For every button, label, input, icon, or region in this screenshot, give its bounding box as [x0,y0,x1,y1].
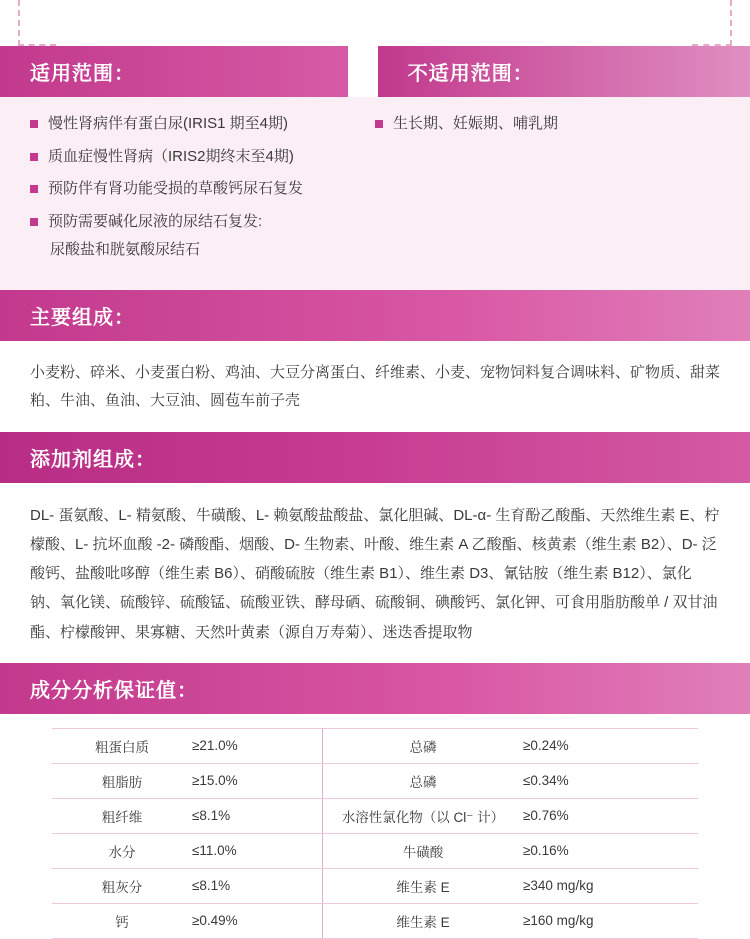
analysis-name-left: 钙 [52,903,192,938]
list-item-text: 预防需要碱化尿液的尿结石复发: [48,212,263,230]
analysis-name-right: 总磷 [323,728,524,763]
analysis-table-wrap [0,714,750,939]
table-row [52,763,698,798]
analysis-value-right: ≥0.24% [523,728,698,763]
table-row [52,728,698,763]
analysis-title: 成分分析保证值： [0,663,750,714]
analysis-name-right: 水溶性氯化物（以 Cl⁻ 计） [323,798,524,833]
list-item-text: 预防伴有肾功能受损的草酸钙尿石复发 [48,180,304,197]
additives-title: 添加剂组成： [0,432,750,483]
decorative-dashed-line-right [730,0,732,46]
not-applicable-scope-title: 不适用范围： [378,46,750,97]
main-composition-text: 小麦粉、碎米、小麦蛋白粉、鸡油、大豆分离蛋白、纤维素、小麦、宠物饲料复合调味料、矿物质、甜菜粕、牛油、鱼油、大豆油、圆苞车前子壳 [30,363,721,409]
analysis-value-right: ≥340 mg/kg [523,868,698,903]
analysis-name-right: 维生素 E [323,903,524,938]
list-item-text: 生长期、妊娠期、哺乳期 [393,115,559,132]
list-item-text: 质血症慢性肾病（IRIS2期终末至4期) [48,147,294,165]
analysis-value-left: ≥15.0% [192,763,323,798]
analysis-name-right: 牛磺酸 [323,833,524,868]
analysis-value-left: ≤8.1% [192,868,323,903]
analysis-name-right: 维生素 E [323,868,524,903]
list-item-text: 慢性肾病伴有蛋白尿(IRIS1 期至4期) [48,115,289,132]
analysis-table [52,728,698,939]
analysis-value-right: ≥0.76% [523,798,698,833]
not-applicable-scope-list-wrap [355,113,750,272]
list-item [30,178,355,201]
analysis-value-left: ≤8.1% [192,798,323,833]
applicable-scope-list [30,113,355,262]
analysis-value-right: ≤0.34% [523,763,698,798]
scope-section [0,46,750,290]
analysis-name-left: 粗脂肪 [52,763,192,798]
additives-body [0,483,750,663]
analysis-name-left: 粗灰分 [52,868,192,903]
main-composition-title: 主要组成： [0,290,750,341]
analysis-value-left: ≥0.49% [192,903,323,938]
decorative-dashed-line-left [18,0,20,46]
scope-body [0,97,750,272]
header-gap [348,46,378,97]
table-row [52,903,698,938]
analysis-value-right: ≥160 mg/kg [523,903,698,938]
table-row [52,833,698,868]
analysis-name-left: 粗纤维 [52,798,192,833]
applicable-scope-title: 适用范围： [0,46,348,97]
additives-text: DL- 蛋氨酸、L- 精氨酸、牛磺酸、L- 赖氨酸盐酸盐、氯化胆碱、DL-α- 生育酚乙酸酯、天然维生素 E、柠檬酸、L- 抗坏血酸 -2- 磷酸酯、烟酸、D- 生物素、叶酸、维生素 A 乙酸酯、核黄素（维生素 B2）、D- 泛酸钙、盐酸吡哆醇（维生素 B6）、硝酸硫胺（维生素 B1）、维生素 D3、氰钴胺（维生素 B12）、氯化钠、氧化镁、硫酸锌、硫酸锰、硫酸亚铁、酵母硒、硫酸铜、碘酸钙、氯化钾、可食用脂肪酸单 / 双甘油酯、柠檬酸钾、果寡糖、天然叶黄素（源自万寿菊）、迷迭香提取物 [30,506,720,641]
analysis-value-right: ≥0.16% [523,833,698,868]
analysis-value-left: ≥21.0% [192,728,323,763]
analysis-name-left: 水分 [52,833,192,868]
scope-headers [0,46,750,97]
main-composition-body [0,341,750,432]
applicable-scope-list-wrap [0,113,355,272]
list-item [30,113,355,136]
analysis-name-right: 总磷 [323,763,524,798]
table-row [52,868,698,903]
list-item-subtext: 尿酸盐和胱氨酸尿结石 [50,241,201,258]
list-item [375,113,750,136]
not-applicable-scope-list [375,113,750,136]
list-item [30,146,355,169]
list-item [30,211,355,262]
table-row [52,798,698,833]
analysis-name-left: 粗蛋白质 [52,728,192,763]
analysis-value-left: ≤11.0% [192,833,323,868]
